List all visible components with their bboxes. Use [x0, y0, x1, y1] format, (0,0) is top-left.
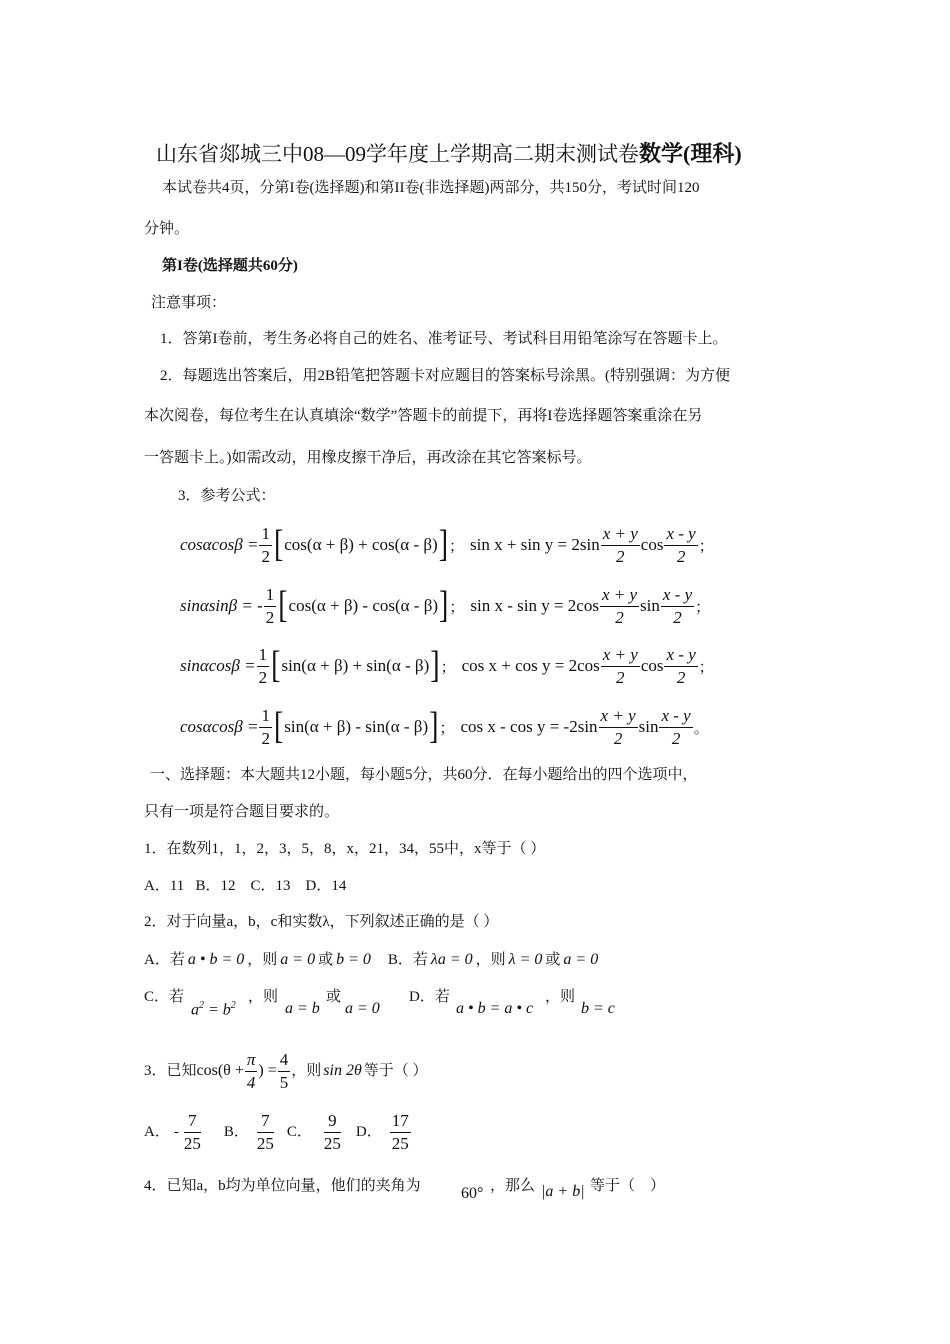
expr-eq-b: = b: [208, 1001, 231, 1019]
question-4-mid: ，那么: [490, 1178, 536, 1194]
question-3: [144, 1045, 428, 1097]
or-text: 或: [326, 989, 342, 1005]
q3-eq: ) =: [258, 1062, 277, 1079]
part1-heading-line1: 一、选择题：本大题共12小题，每小题5分，共60分．在每小题给出的四个选项中，: [150, 767, 698, 783]
fraction-one-half: $\frac{1}{2}$: [265, 584, 275, 627]
q3-sin2theta: sin 2θ: [323, 1062, 362, 1079]
part1-heading-line2: 只有一项是符合题目要求的。: [144, 804, 340, 820]
intro-line-2: 分钟。: [144, 221, 190, 237]
option-d-label: D．若: [409, 989, 450, 1005]
formula-4-bracket: sin(α + β) - sin(α - β): [284, 717, 429, 736]
fraction-one-half: $\frac{1}{2}$: [258, 644, 268, 687]
notice-heading: 注意事项：: [151, 295, 227, 311]
option-b-label: B．: [223, 1124, 249, 1140]
question-4-suffix: 等于（ ）: [590, 1178, 666, 1194]
fraction-option-d: $\frac{17}{25}$: [391, 1110, 409, 1153]
option-b-expr2: λ = 0: [508, 951, 543, 968]
separator: ；: [695, 599, 711, 616]
option-c-label: C．若: [144, 989, 185, 1005]
q3-suffix: 等于（ ）: [363, 1063, 428, 1079]
fraction-one-half: $\frac{1}{2}$: [261, 523, 270, 566]
notice-item-3: 3．参考公式：: [178, 488, 276, 504]
fraction-xpy-2: $\frac{x + y}{2}$: [602, 523, 638, 566]
fraction-option-a: $\frac{7}{25}$: [183, 1110, 201, 1153]
func-cos: cos: [640, 535, 664, 554]
q3-cos-expr: cos(θ +: [196, 1062, 244, 1079]
question-4-abs: |a + b|: [541, 1183, 585, 1200]
option-c-expr: [191, 1000, 236, 1019]
section1-heading: 第I卷(选择题共60分): [162, 258, 298, 274]
formula-1-right: sin x + sin y = 2sin: [470, 535, 600, 554]
question-2: 2．对于向量a，b，c和实数λ，下列叙述正确的是（ ）: [144, 914, 499, 930]
formula-4-left: cosαcosβ =: [180, 717, 259, 736]
fraction-4-5: $\frac{4}{5}$: [279, 1049, 289, 1092]
formula-2-right: sin x - sin y = 2cos: [470, 596, 599, 615]
formula-2: sinαsinβ = - $\frac{1}{2}$ [ cos(α + β) - cos(α - β) ] ； sin x - sin y = 2cos $\frac{x + y}{2}$ sin $\frac{x - y}{2}$ ；: [180, 584, 711, 627]
notice-item-1: 1．答第I卷前，考生务必将自己的姓名、准考证号、考试科目用铅笔涂写在答题卡上。: [160, 331, 728, 347]
option-a-label: A．: [144, 1124, 170, 1140]
question-1: 1．在数列1，1，2，3，5，8，x，21，34，55中，x等于（ ）: [144, 841, 546, 857]
q3-prefix: 3．已知: [144, 1063, 197, 1079]
question-4-angle: 60°: [461, 1185, 484, 1202]
formula-3-bracket: sin(α + β) + sin(α - β): [281, 656, 430, 675]
separator: ；: [449, 538, 465, 555]
notice-item-2-line2: 本次阅卷，每位考生在认真填涂“数学”答题卡的前提下，再将I卷选择题答案重涂在另: [144, 408, 703, 424]
formula-1-bracket: cos(α + β) + cos(α - β): [284, 535, 438, 554]
fraction-xmy-2: $\frac{x - y}{2}$: [662, 584, 693, 627]
formula-1: cosαcosβ = $\frac{1}{2}$ [ cos(α + β) + cos(α - β) ] ； sin x + sin y = 2sin $\frac{x + y}{2}$ cos $\frac{x - y}{2}$ ；: [180, 523, 714, 566]
option-d-label: D．: [355, 1124, 382, 1140]
then-text: ，则: [248, 989, 279, 1005]
formula-4: cosαcosβ = $\frac{1}{2}$ [ sin(α + β) - sin(α - β) ] ； cos x - cos y = -2sin $\frac{x + y}{2}$ sin $\frac{x - y}{2}$ 。: [180, 705, 709, 748]
exponent: 2: [199, 1000, 204, 1011]
option-a-expr: a • b = 0: [187, 951, 245, 968]
period: 。: [693, 720, 709, 737]
notice-item-2-line3: 一答题卡上。)如需改动，用橡皮擦干净后，再改涂在其它答案标号。: [144, 450, 592, 466]
fraction-option-c: $\frac{9}{25}$: [323, 1110, 341, 1153]
fraction-xpy-2: $\frac{x + y}{2}$: [600, 705, 636, 748]
formula-2-bracket: cos(α + β) - cos(α - β): [288, 596, 439, 615]
formula-4-right: cos x - cos y = -2sin: [460, 717, 598, 736]
separator: ；: [439, 720, 455, 737]
fraction-xpy-2: $\frac{x + y}{2}$: [602, 644, 638, 687]
then-text: ，则: [247, 952, 278, 968]
exponent: 2: [230, 1000, 236, 1011]
separator: ；: [449, 599, 465, 616]
func-sin: sin: [638, 717, 659, 736]
intro-line-1: 本试卷共4页，分第I卷(选择题)和第II卷(非选择题)两部分，共150分，考试时间120: [162, 180, 700, 196]
formula-3-left: sinαcosβ =: [180, 656, 256, 675]
fraction-option-b: $\frac{7}{25}$: [256, 1110, 274, 1153]
notice-item-2-line1: 2．每题选出答案后，用2B铅笔把答题卡对应题目的答案标号涂黑。(特别强调：为方便: [160, 368, 731, 384]
option-d-expr: a • b = a • c: [456, 1000, 534, 1017]
option-c-expr2: a = b: [285, 1000, 320, 1017]
fraction-xpy-2: $\frac{x + y}{2}$: [601, 584, 638, 627]
then-text: ，则: [545, 989, 576, 1005]
title-subject: 数学(理科): [639, 141, 742, 166]
fraction-xmy-2: $\frac{x - y}{2}$: [666, 523, 696, 566]
separator: ；: [698, 659, 714, 676]
func-cos: cos: [640, 656, 664, 675]
option-c-label: C．: [286, 1124, 312, 1140]
separator: ；: [440, 659, 456, 676]
then-text: ，则: [475, 952, 506, 968]
option-b-expr: λa = 0: [430, 951, 473, 968]
formula-3-right: cos x + cos y = 2cos: [461, 656, 600, 675]
question-2-options-ab: [144, 948, 601, 972]
formula-1-left: cosαcosβ =: [180, 535, 259, 554]
formula-2-left: sinαsinβ = -: [180, 596, 263, 615]
document-title: [156, 137, 742, 168]
option-a-expr3: b = 0: [336, 951, 371, 968]
question-1-options: A．11 B．12 C．13 D．14: [144, 878, 347, 894]
title-main: 山东省郯城三中08—09学年度上学期高二期末测试卷: [156, 142, 639, 166]
separator: ；: [698, 538, 714, 555]
minus-sign: -: [173, 1124, 179, 1140]
fraction-xmy-2: $\frac{x - y}{2}$: [661, 705, 691, 748]
formula-3: sinαcosβ = $\frac{1}{2}$ [ sin(α + β) + sin(α - β) ] ； cos x + cos y = 2cos $\frac{x + y}{2}$ cos $\frac{x - y}{2}$ ；: [180, 644, 714, 687]
fraction-pi-4: $\frac{\pi}{4}$: [246, 1049, 256, 1092]
question-3-options: [144, 1106, 412, 1158]
fraction-xmy-2: $\frac{x - y}{2}$: [666, 644, 696, 687]
option-b-label: B．若: [387, 952, 428, 968]
option-c-expr3: a = 0: [345, 1000, 380, 1017]
option-a-expr2: a = 0: [280, 951, 316, 968]
expr-a: a: [191, 1001, 199, 1019]
option-b-expr3: a = 0: [563, 951, 599, 968]
option-a-label: A．若: [144, 952, 185, 968]
question-4-prefix: 4．已知a，b均为单位向量，他们的夹角为: [144, 1178, 421, 1194]
then-text: ，则: [291, 1063, 322, 1079]
or-text: 或: [318, 952, 334, 968]
option-d-expr2: b = c: [581, 1000, 615, 1017]
fraction-one-half: $\frac{1}{2}$: [261, 705, 270, 748]
or-text: 或: [545, 952, 561, 968]
func-sin: sin: [640, 596, 660, 615]
